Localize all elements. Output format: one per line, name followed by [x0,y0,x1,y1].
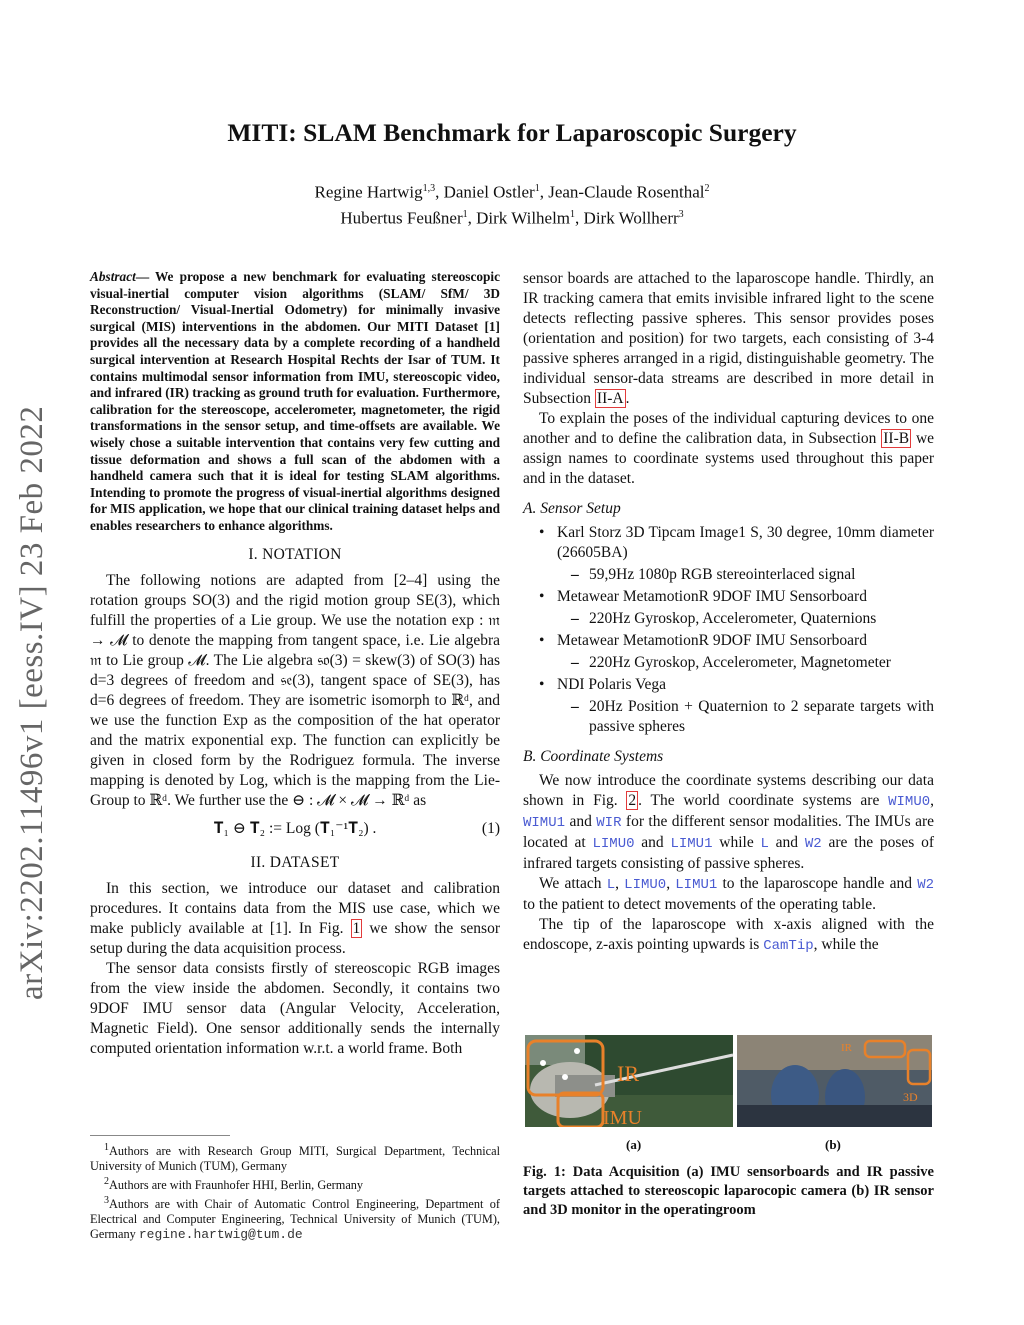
dataset-paragraph-2: The sensor data consists firstly of stereoscopic RGB images from the view inside the abdomen. Secondly, it contains two 9DOF IMU sensor data (Angular Velocity, Acceleration, Magnetic Field). One sensor additionally sends the internally computed orientation information w.r.t. a world frame. Both [90,959,500,1057]
sub-list [557,697,934,737]
text: are the poses of infrared targets consisting of passive spheres. [523,834,934,872]
sub-list [557,609,934,629]
text: we assign names to coordinate systems used throughout this paper and in the dataset. [523,430,935,487]
fig-label-3d: 3D [903,1090,918,1104]
text: Authors are with Fraunhofer HHI, Berlin, Germany [109,1178,364,1193]
abstract [90,269,500,535]
code-wimu1: WIMU1 [523,815,566,831]
text: Karl Storz 3D Tipcam Image1 S, 30 degree, 10mm diameter (26605BA) [557,524,934,561]
list-item [557,587,934,629]
equation-1 [90,815,500,845]
text: The tip of the laparoscope with x-axis aligned with the endoscope, z-axis pointing upwards is [523,916,934,953]
sub-list [557,653,934,673]
text: for the different sensor modalities. The IMUs are located at [523,813,934,851]
fig-label-ir-sensor: IR [841,1042,852,1054]
coord-paragraph-3 [523,915,934,956]
list-item [557,523,934,585]
text: sensor boards are attached to the laparoscope handle. Thirdly, an IR tracking camera that emits invisible infrared light to the scene detects reflecting passive spheres. This sensor provides poses (orientation and position) for two targets, each consisting of 3-4 passive spheres arranged in a rigid, distinguishable geometry. The individual sensor-data streams are described in more detail in Subsection [523,270,934,407]
text: Metawear MetamotionR 9DOF IMU Sensorboard [557,588,867,605]
text: Metawear MetamotionR 9DOF IMU Sensorboard [557,632,867,649]
text: Authors are with Chair of Automatic Control Engineering, Department of Electrical and Computer Engineering, Technical University of Munich (TUM), Germany [90,1197,500,1242]
text: we show the sensor setup during the data acquisition process. [90,919,501,957]
dataset-paragraph-1 [90,879,500,959]
subfigure-label-a: (a) [626,1137,642,1152]
subfigure-label-b: (b) [825,1137,841,1152]
text: Authors are with Research Group MITI, Surgical Department, Technical University of Munich (TUM), Germany [90,1144,500,1174]
list-item: – 59,9Hz 1080p RGB stereointerlaced signal [589,565,934,585]
authors [0,178,1024,229]
code-w2: W2 [917,877,935,893]
code-limu1: LIMU1 [670,836,713,852]
fig-label-ir: IR [617,1061,639,1086]
authors-line-2: Hubertus Feußner$^1$, Dirk Wilhelm$^1$, Dirk Wollherr$^3$ [340,208,684,228]
figure-1 [525,1035,932,1127]
notation-paragraph: The following notions are adapted from [2–4] using the rotation groups SO(3) and the rigid motion group SE(3), which fulfill the properties of a Lie group. We use the notation exp : 𝔪 → 𝓜 to denote the mapping from tangent space, i.e. Lie algebra 𝔪 to Lie group 𝓜. The Lie algebra 𝔰𝔬(3) = skew(3) of SO(3) has d=3 degrees of freedom and 𝔰𝔢(3), tangent space of SE(3), has d=6 degrees of freedom. They are isometric isomorph to ℝᵈ, and we use the function Exp as the composition of the hat operator and the matrix exponential exp. The function can explicitly be given in closed form by the Rodriguez formula. The inverse mapping is denoted by Log, which is the mapping from the Lie-Group to ℝᵈ. We further use the ⊖ : 𝓜 × 𝓜 → ℝᵈ as [90,571,500,809]
paper-title: MITI: SLAM Benchmark for Laparoscopic Surgery [227,118,797,147]
equation-number: (1) [481,819,500,837]
coord-paragraph-2: We attach L, LIMU0, LIMU1 to the laparoscope handle and W2 to the patient to detect movements of the operating table. [523,875,935,913]
footnote-2: $^2$Authors are with Fraunhofer HHI, Berlin, Germany [104,1176,364,1193]
text: to the laparoscope handle and [722,875,912,892]
equation-body: 𝐓₁ ⊖ 𝐓₂ := Log (𝐓₁⁻¹𝐓₂) . [213,819,377,837]
subsection-a-title: A. Sensor Setup [523,500,621,517]
email-link[interactable]: regine.hartwig@tum.de [138,1227,303,1243]
footnote-1: $^1$Authors are with Research Group MITI, Surgical Department, Technical University of Munich (TUM), Germany [90,1142,500,1174]
list-item: – 220Hz Gyroskop, Accelerometer, Magnetometer [589,653,934,673]
text: We attach [539,875,602,892]
text: To explain the poses of the individual capturing devices to one another and to define the calibration data, in Subsection [523,410,934,447]
figure-caption: Fig. 1: Data Acquisition (a) IMU sensorboards and IR passive targets attached to stereoscopic laparocopic camera (b) IR sensor and 3D monitor in the operatingroom [523,1164,934,1218]
section-2-title: II. DATASET [250,853,340,871]
footnote-3: $^3$Authors are with Chair of Automatic Control Engineering, Department of Electrical and Computer Engineering, Technical University of Munich (TUM), Germany regine.hartwig@tum.de [90,1195,500,1243]
text: to the patient to detect movements of the operating table. [523,896,876,913]
text: . The world coordinate systems are [638,792,880,809]
list-item: – 20Hz Position + Quaternion to 2 separate targets with passive spheres [589,697,934,737]
abstract-text: — We propose a new benchmark for evaluating stereoscopic visual-inertial computer vision algorithms (SLAM/ SfM/ 3D Reconstruction/ Visual-Inertial Odometry) for minimally invasive surgical (MIS) interventions in the abdomen. Our MITI Dataset [1] provides all the necessary data by a complete recording of a handheld surgical intervention at Research Hospital Rechts der Isar of TUM. It contains multimodal sensor information from IMU, stereoscopic video, and infrared (IR) tracking as ground truth for evaluation. Furthermore, calibration for the stereoscope, accelerometer, magnetometer, the rigid transformations in the sensor setup, and time-offsets are available. We wisely chose a suitable intervention that contains very few cutting and tissue deformation and shows a full scan of the abdomen with a handheld camera such that it is ideal for testing SLAM algorithms. Intending to promote the progress of visual-inertial algorithms designed for MIS application, we hope that our clinical training dataset helps and enables researchers to enhance algorithms. [90,269,500,533]
list-item [557,675,934,737]
left-column [90,269,500,1059]
code-limu0: LIMU0 [624,877,667,893]
right-paragraph-2 [523,409,934,489]
text: , while the [813,936,879,953]
code-l: L [606,877,616,893]
right-paragraph-1: sensor boards are attached to the laparoscope handle. Thirdly, an IR tracking camera that emits invisible infrared light to the scene detects reflecting passive spheres. This sensor provides poses (orientation and position) for two targets, each consisting of 3-4 passive spheres arranged in a rigid, distinguishable geometry. The individual sensor-data streams are described in more detail in Subsection II-A . [523,270,934,407]
fig-ref-link[interactable]: 1 [352,919,361,937]
code-wimu0: WIMU0 [888,794,931,810]
footnote-rule [90,1135,230,1136]
code-limu1: LIMU1 [675,877,718,893]
code-limu0: LIMU0 [592,836,635,852]
subsection-ref-link[interactable]: II-A [596,390,624,407]
fig-ref-link[interactable]: 2 [628,792,637,809]
text: In this section, we introduce our dataset and calibration procedures. It contains data from the MIS use case, which we make publicly available at [1]. In Fig. [90,879,500,937]
code-wir: WIR [596,815,622,831]
code-l: L [760,836,769,852]
right-column [523,269,934,956]
arxiv-sidebar: arXiv:2202.11496v1 [eess.IV] 23 Feb 2022 [14,405,50,1000]
coord-paragraph-1: We now introduce the coordinate systems describing our data shown in Fig. 2 . The world coordinate systems are WIMU0, WIMU1 and WIR for the different sensor modalities. The IMUs are located at LIMU0 and LIMU1 while L and W2 are the poses of infrared targets consisting of passive spheres. [523,772,935,872]
abstract-label: Abstract [90,269,136,284]
sub-list [557,565,934,585]
list-item: – 220Hz Gyroskop, Accelerometer, Quaternions [589,609,934,629]
code-camtip: CamTip [763,938,814,954]
list-item [557,631,934,673]
figure-photos [525,1035,932,1127]
sensor-list [523,523,934,737]
authors-line-1: Regine Hartwig$^{1,3}$, Daniel Ostler$^1$, Jean-Claude Rosenthal$^2$ [314,182,710,202]
fig-label-imu: IMU [603,1107,642,1127]
text: NDI Polaris Vega [557,676,667,693]
section-1-title: I. NOTATION [248,545,342,563]
subsection-b-title: B. Coordinate Systems [523,748,664,765]
footnotes [90,1135,500,1242]
text: We now introduce the coordinate systems describing our data shown in Fig. [523,772,934,809]
code-w2: W2 [804,836,822,852]
subsection-ref-link[interactable]: II-B [883,430,910,447]
